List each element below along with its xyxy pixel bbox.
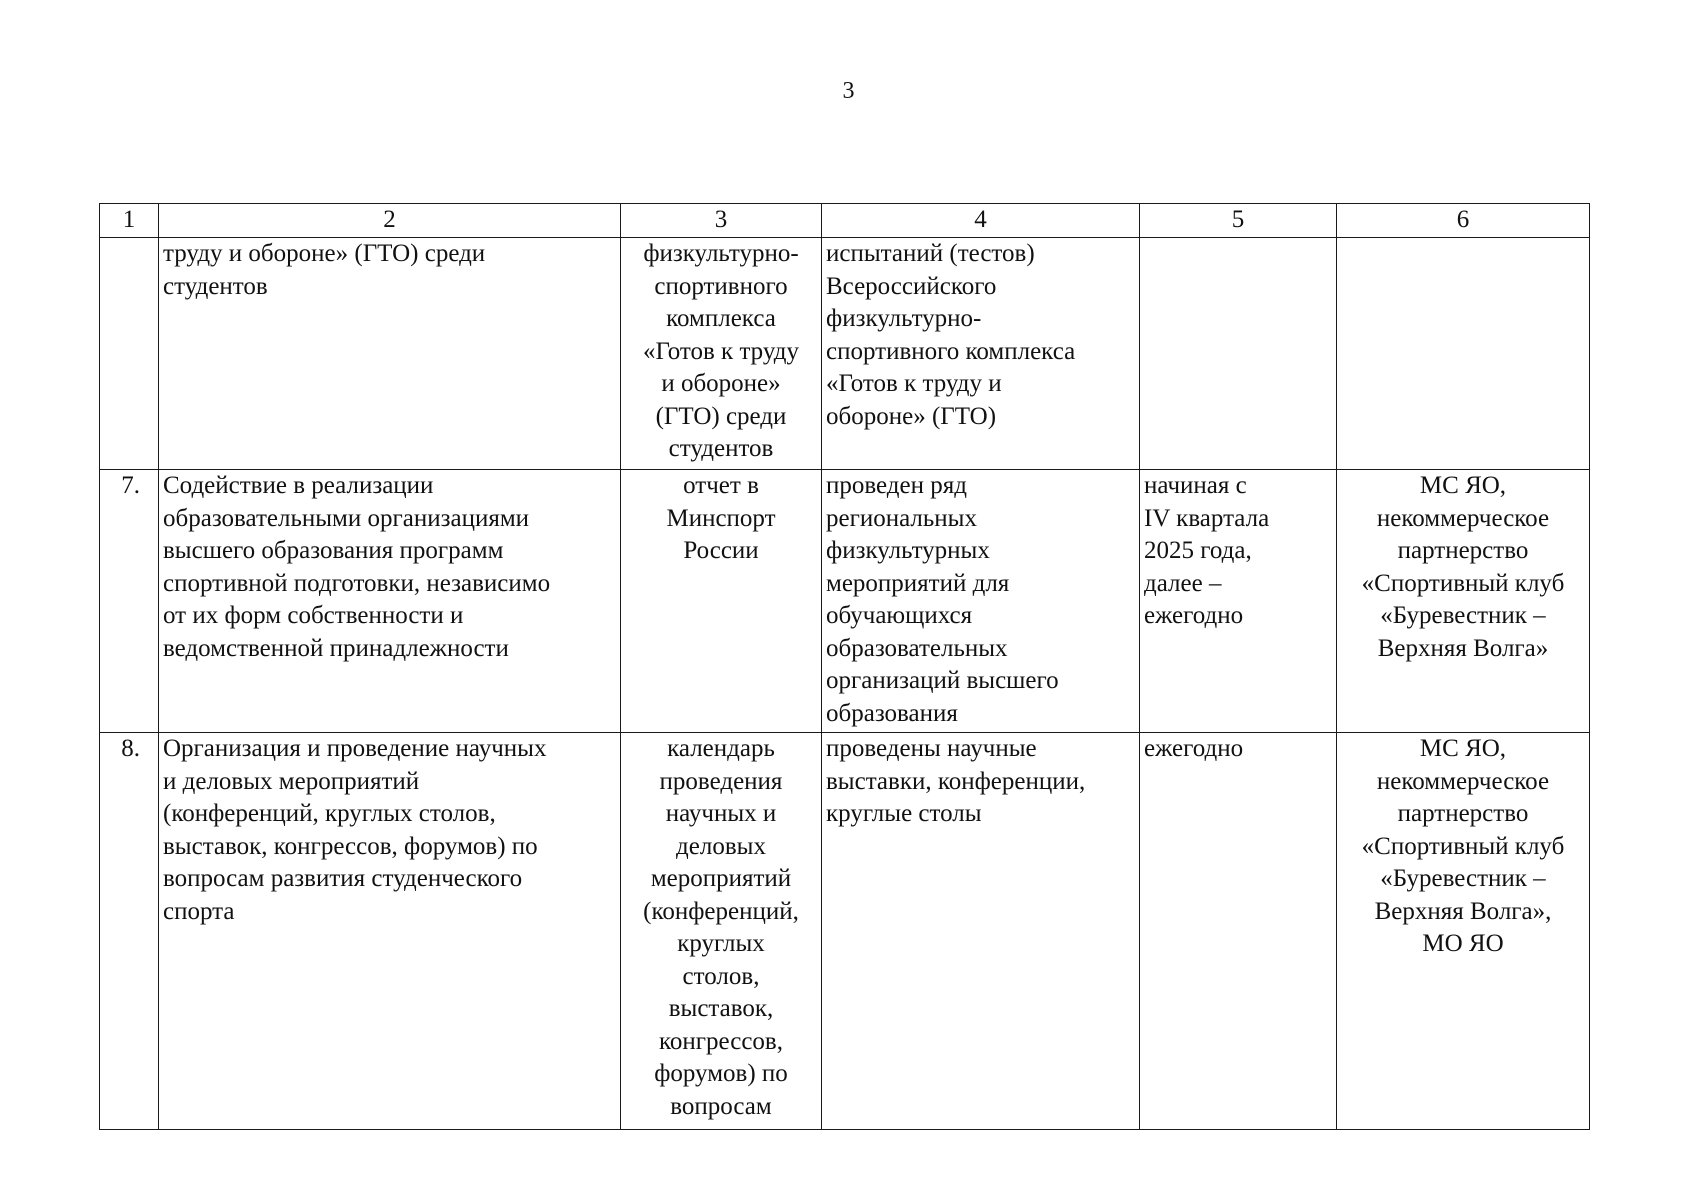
text-line: физкультурно- — [643, 240, 799, 267]
text-line: «Спортивный клуб — [1361, 569, 1565, 597]
text-line: образовательных — [826, 634, 1008, 662]
event-cell — [159, 238, 621, 470]
text-line: спортивной подготовки, независимо — [163, 569, 551, 597]
text-line: партнерство — [1397, 800, 1529, 827]
text-line: и деловых мероприятий — [163, 767, 420, 795]
text-line: спортивного — [654, 272, 788, 300]
text-line: Организация и проведение научных — [163, 735, 547, 762]
text-line: мероприятий — [650, 865, 792, 892]
text-line: МС ЯО, — [1419, 735, 1507, 762]
text-line: «Готов к труду и — [826, 370, 1002, 397]
text-line: форумов) по — [654, 1060, 788, 1087]
text-line: мероприятий для — [826, 569, 1010, 597]
text-line: Всероссийского — [826, 272, 997, 300]
text-line: ежегодно — [1144, 602, 1244, 629]
text-line: научных и — [665, 800, 777, 827]
text-line: Содействие в реализации — [163, 472, 434, 499]
text-line: конгрессов, — [659, 1027, 783, 1055]
outcome-cell — [822, 733, 1140, 1130]
text-line: МО ЯО — [1422, 930, 1504, 957]
result-document-cell — [621, 733, 822, 1130]
event-cell — [159, 470, 621, 733]
text-line: выставок, конгрессов, форумов) по — [163, 832, 538, 860]
text-line: 2025 года, — [1144, 537, 1252, 564]
text-line: высшего образования программ — [163, 537, 504, 564]
row-number-cell: 8. — [100, 733, 159, 1130]
deadline-cell — [1140, 733, 1337, 1130]
column-number: 5 — [1140, 204, 1337, 238]
text-line: региональных — [826, 504, 977, 532]
text-line: от их форм собственности и — [163, 602, 464, 629]
text-line: испытаний (тестов) — [826, 240, 1035, 267]
text-line: (конференций, круглых столов, — [163, 800, 496, 827]
responsible-cell — [1337, 238, 1590, 470]
text-line: организаций высшего — [826, 667, 1059, 694]
text-line: вопросам развития студенческого — [163, 865, 523, 892]
text-line: образовательными организациями — [163, 504, 530, 532]
text-line: деловых — [676, 832, 766, 860]
text-line: проведения — [659, 767, 783, 795]
text-line: круглые столы — [826, 800, 982, 827]
text-line: труду и обороне» (ГТО) среди — [163, 240, 486, 267]
outcome-cell — [822, 470, 1140, 733]
row-number-cell: 7. — [100, 470, 159, 733]
text-line: календарь — [667, 735, 775, 762]
text-line: «Буревестник – — [1380, 865, 1546, 892]
text-line: (конференций, — [643, 897, 799, 925]
text-line: студентов — [668, 435, 774, 462]
responsible-cell — [1337, 470, 1590, 733]
text-line: и обороне» — [661, 370, 781, 397]
text-line: ежегодно — [1144, 735, 1244, 762]
text-line: спортивного комплекса — [826, 337, 1076, 365]
text-line: Верхняя Волга», — [1374, 897, 1552, 925]
text-line: партнерство — [1397, 537, 1529, 564]
column-number: 2 — [159, 204, 621, 238]
text-line: некоммерческое — [1376, 504, 1550, 532]
text-line: Верхняя Волга» — [1377, 634, 1549, 662]
text-line: ведомственной принадлежности — [163, 634, 509, 662]
text-line: столов, — [682, 962, 760, 990]
text-line: выставок, — [668, 995, 774, 1022]
text-line: обороне» (ГТО) — [826, 402, 997, 430]
text-line: круглых — [677, 930, 765, 957]
column-number: 4 — [822, 204, 1140, 238]
column-number: 1 — [100, 204, 159, 238]
row-number-cell — [100, 238, 159, 470]
text-line: проведены научные — [826, 735, 1037, 762]
page-number: 3 — [842, 78, 855, 104]
text-line: некоммерческое — [1376, 767, 1550, 795]
text-line: комплекса — [666, 305, 776, 332]
column-numbers-row — [100, 204, 1590, 238]
text-line: «Буревестник – — [1380, 602, 1546, 629]
text-line: России — [683, 537, 759, 564]
text-line: физкультурных — [826, 537, 990, 564]
result-document-cell — [621, 470, 822, 733]
text-line: отчет в — [683, 472, 759, 499]
text-line: начиная с — [1144, 472, 1247, 499]
table-row — [100, 733, 1590, 1130]
text-line: проведен ряд — [826, 472, 967, 499]
text-line: спорта — [163, 897, 235, 925]
plan-table — [99, 203, 1590, 1130]
text-line: вопросам — [670, 1092, 772, 1120]
text-line: «Готов к труду — [642, 337, 800, 365]
deadline-cell — [1140, 470, 1337, 733]
event-cell — [159, 733, 621, 1130]
text-line: IV квартала — [1144, 504, 1270, 532]
outcome-cell — [822, 238, 1140, 470]
table-row — [100, 470, 1590, 733]
text-line: физкультурно- — [826, 305, 982, 332]
text-line: студентов — [163, 272, 268, 300]
result-document-cell — [621, 238, 822, 470]
deadline-cell — [1140, 238, 1337, 470]
column-number: 6 — [1337, 204, 1590, 238]
text-line: далее – — [1144, 569, 1222, 597]
table-row — [100, 238, 1590, 470]
text-line: Минспорт — [666, 504, 776, 532]
text-line: «Спортивный клуб — [1361, 832, 1565, 860]
responsible-cell — [1337, 733, 1590, 1130]
text-line: обучающихся — [826, 602, 973, 629]
column-number: 3 — [621, 204, 822, 238]
text-line: выставки, конференции, — [826, 767, 1086, 795]
text-line: (ГТО) среди — [655, 402, 787, 430]
text-line: образования — [826, 699, 958, 727]
text-line: МС ЯО, — [1419, 472, 1507, 499]
